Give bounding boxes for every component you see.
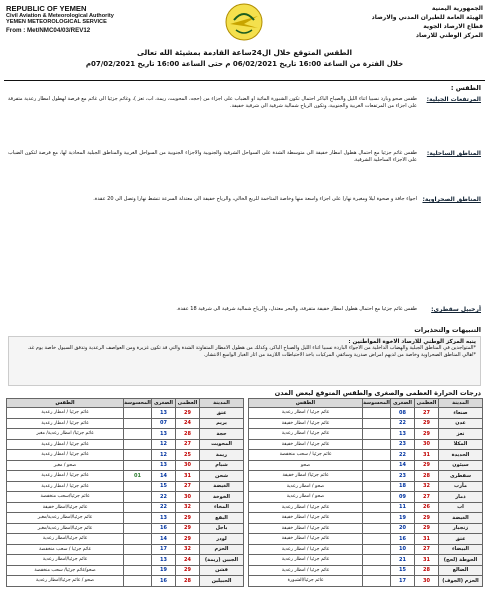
min-temp-cell: 16 <box>391 534 415 545</box>
city-cell: الغيضة <box>439 513 483 524</box>
city-cell: البقع <box>200 513 244 524</box>
min-temp-cell: 17 <box>152 544 176 555</box>
max-temp-cell: 27 <box>415 408 439 419</box>
condition-cell: غائم جزئيا/امطار رعدية <box>7 555 124 566</box>
authority-ar: الهيئة العامة للطيران المدني والارصاد <box>371 14 483 21</box>
warnings-heading-text: التنبيهات والتحذيرات <box>414 326 481 334</box>
feels-cell <box>124 565 152 576</box>
condition-cell: غائم جزئيا / امطار رعدية <box>7 418 124 429</box>
condition-cell: صحو / امطار رعدية <box>249 481 363 492</box>
min-temp-cell: 17 <box>391 576 415 587</box>
max-temp-cell: 28 <box>415 565 439 576</box>
feels-cell <box>363 502 391 513</box>
condition-cell: غائم جزئيا/امطار رعدية <box>7 534 124 545</box>
city-cell: قشن <box>200 565 244 576</box>
table-row <box>249 576 483 587</box>
max-temp-cell: 29 <box>176 565 200 576</box>
condition-cell: غائم جزئيا / امطار رعدية <box>249 544 363 555</box>
min-temp-cell: 22 <box>391 450 415 461</box>
col-city: المدينة <box>439 399 483 408</box>
table-row <box>249 439 483 450</box>
service-en: YEMEN METEOROLOGICAL SERVICE <box>6 19 107 25</box>
temps-header-row <box>249 399 483 408</box>
max-temp-cell: 27 <box>176 439 200 450</box>
min-temp-cell: 16 <box>152 523 176 534</box>
min-temp-cell: 13 <box>152 408 176 419</box>
table-row <box>249 408 483 419</box>
max-temp-cell: 31 <box>176 471 200 482</box>
condition-cell: غائم جزئيا/امطار رعدية/مغبر <box>7 513 124 524</box>
min-temp-cell: 12 <box>152 450 176 461</box>
feels-cell <box>124 460 152 471</box>
condition-cell: غائم جزئيا / امطار رعدية <box>7 471 124 482</box>
table-row <box>249 502 483 513</box>
city-cell: سيئون <box>439 460 483 471</box>
condition-cell: صحو/غائم جزئيا/ سحب منخفضة <box>7 565 124 576</box>
min-temp-cell: 15 <box>152 481 176 492</box>
max-temp-cell: 24 <box>176 418 200 429</box>
min-temp-cell: 23 <box>391 439 415 450</box>
max-temp-cell: 26 <box>415 502 439 513</box>
condition-cell: غائم جزئيا / امطار رعدية <box>249 429 363 440</box>
feels-cell <box>363 408 391 419</box>
feels-cell <box>363 481 391 492</box>
temps-heading-text: درجات الحرارة العظمى والصغرى والطقس المتوقع لبعض المدن <box>274 389 481 397</box>
table-row <box>7 471 244 482</box>
condition-cell: غائم جزئيا / امطار خفيفة <box>249 418 363 429</box>
max-temp-cell: 29 <box>176 534 200 545</box>
region-label: المناطق الساحلية: <box>426 150 481 157</box>
condition-cell: غائم جزئيا / امطار رعدية <box>249 502 363 513</box>
weather-heading <box>8 84 481 92</box>
condition-cell: صحو <box>249 460 363 471</box>
feels-cell <box>363 450 391 461</box>
region-text: اجواء جافة و صحوة ليلا ومغبرة نهارا على اجزاء واسعة منها وخاصة المتاخمة للربع الخالي، والرياح خفيفة الى معتدلة السرعة تنشط نهارا وتصل الى 20 عقدة. <box>93 196 417 202</box>
feels-cell <box>124 429 152 440</box>
city-cell: الضالع <box>439 565 483 576</box>
city-cell: تعز <box>439 429 483 440</box>
table-row <box>7 460 244 471</box>
max-temp-cell: 25 <box>176 450 200 461</box>
city-cell: الحديدة <box>439 450 483 461</box>
feels-cell <box>124 502 152 513</box>
max-temp-cell: 30 <box>415 576 439 587</box>
city-cell: صنعاء <box>439 408 483 419</box>
temps-header-row <box>7 399 244 408</box>
condition-cell: غائم جزئيا/ امطار خفيفة <box>249 471 363 482</box>
table-row <box>249 513 483 524</box>
min-temp-cell: 13 <box>152 460 176 471</box>
city-cell: الغيضة <box>200 481 244 492</box>
min-temp-cell: 19 <box>152 565 176 576</box>
table-row <box>7 502 244 513</box>
region-text: طقس غائم جزئيا مع احتمال هطول امطار خفيفة الى متوسطة الشدة على السواحل الشرقية والجنوبية والاجزاء الجنوبية من السواحل الغربية والمناطق الجبلية المحاذية لها، مع فرصة لتكون الضباب على الاجزاء الساحلية الشرقية. <box>8 150 417 163</box>
feels-cell <box>124 408 152 419</box>
feels-cell <box>124 418 152 429</box>
table-row <box>249 481 483 492</box>
max-temp-cell: 31 <box>415 450 439 461</box>
table-row <box>7 544 244 555</box>
col-feels: المحسوسة <box>124 400 151 406</box>
feels-cell <box>363 418 391 429</box>
forecast-title-line1: الطقس المتوقع خلال ال24ساعة القادمة بمشيئة الله تعالى <box>136 48 353 57</box>
condition-cell: صحو / مغبر <box>7 460 124 471</box>
col-min: الصغرى <box>391 399 415 408</box>
min-temp-cell: 11 <box>391 502 415 513</box>
condition-cell: غائم جزئيا / امطار رعدية <box>249 555 363 566</box>
feels-cell <box>363 492 391 503</box>
min-temp-cell: 23 <box>391 471 415 482</box>
city-cell: ذمار <box>439 492 483 503</box>
feels-cell <box>363 534 391 545</box>
condition-cell: غائم جزئيا/الشبورة <box>249 576 363 587</box>
warning-item: *اهالي المناطق الصحراوية وخاصة من لديهم امراض صدرية وسائقي المركبات باخذ الاحتياطات اللازمة من اثار الغبار الواسع الانتشار. <box>203 351 476 358</box>
city-cell: المخاء <box>200 502 244 513</box>
feels-cell <box>363 429 391 440</box>
max-temp-cell: 29 <box>415 523 439 534</box>
table-row <box>249 492 483 503</box>
table-row <box>249 429 483 440</box>
feels-cell <box>363 555 391 566</box>
divider <box>4 80 485 81</box>
max-temp-cell: 29 <box>415 460 439 471</box>
min-temp-cell: 13 <box>391 429 415 440</box>
center-ar: المركز الوطني للارصاد <box>415 32 483 39</box>
min-temp-cell: 14 <box>391 460 415 471</box>
table-row <box>7 418 244 429</box>
header-arabic <box>313 4 483 40</box>
max-temp-cell: 32 <box>176 544 200 555</box>
col-city: المدينة <box>200 399 244 408</box>
city-cell: الخوخة <box>200 492 244 503</box>
condition-cell: صحو / غائم جزئيا/امطار رعدية <box>7 576 124 587</box>
table-row <box>7 513 244 524</box>
col-max: العظمى <box>176 399 200 408</box>
warning-notice-title: ينبه المركز الوطني للارصاد الاخوة المواطنين : <box>348 339 476 345</box>
feels-cell: 01 <box>124 471 152 482</box>
max-temp-cell: 29 <box>176 513 200 524</box>
min-temp-cell: 10 <box>391 544 415 555</box>
condition-cell: غائم جزئيا/سحب منخفضة <box>7 492 124 503</box>
min-temp-cell: 16 <box>152 576 176 587</box>
region-text: طقس غائم جزئيا مع احتمال هطول امطار خفيفة متفرقة، والبحر معتدل، والرياح شمالية شرقية الى شرقية 18 عقدة. <box>176 306 417 312</box>
max-temp-cell: 32 <box>415 481 439 492</box>
feels-cell <box>363 523 391 534</box>
region-label: أرخبيل سقطرى: <box>431 306 481 313</box>
condition-cell: غائم جزئيا / امطار رعدية <box>7 408 124 419</box>
max-temp-cell: 30 <box>415 439 439 450</box>
table-row <box>249 471 483 482</box>
city-cell: حجة <box>200 429 244 440</box>
max-temp-cell: 29 <box>176 523 200 534</box>
min-temp-cell: 21 <box>391 555 415 566</box>
table-row <box>249 523 483 534</box>
min-temp-cell: 08 <box>391 408 415 419</box>
feels-cell <box>124 450 152 461</box>
city-cell: الحزم (الجوف) <box>439 576 483 587</box>
table-row <box>249 460 483 471</box>
table-row <box>7 481 244 492</box>
table-row <box>249 450 483 461</box>
min-temp-cell: 07 <box>152 418 176 429</box>
max-temp-cell: 31 <box>415 534 439 545</box>
condition-cell: غائم جزئيا / امطار خفيفة <box>249 523 363 534</box>
temps-table-right <box>248 398 483 587</box>
table-row <box>7 534 244 545</box>
min-temp-cell: 15 <box>391 565 415 576</box>
condition-cell: غائم جزئيا / امطار خفيفة <box>249 513 363 524</box>
max-temp-cell: 28 <box>176 576 200 587</box>
table-row <box>7 565 244 576</box>
temps-heading <box>8 389 481 397</box>
max-temp-cell: 27 <box>176 481 200 492</box>
feels-cell <box>363 544 391 555</box>
sector-ar: قطاع الارصاد الجوية <box>423 23 483 30</box>
city-cell: شحن <box>200 471 244 482</box>
feels-cell <box>363 460 391 471</box>
condition-cell: غائم جزئيا / امطار رعدية <box>7 481 124 492</box>
condition-cell: غائم جزئيا / امطار خفيفة <box>249 534 363 545</box>
bulletin-header <box>6 2 483 46</box>
col-condition: الطقس <box>7 399 124 408</box>
condition-cell: غائم جزئيا / امطار خفيفة <box>249 439 363 450</box>
temps-left-table <box>6 398 244 587</box>
feels-cell <box>124 513 152 524</box>
min-temp-cell: 13 <box>152 555 176 566</box>
table-row <box>7 429 244 440</box>
feels-cell <box>124 544 152 555</box>
feels-cell <box>363 576 391 587</box>
table-row <box>249 544 483 555</box>
max-temp-cell: 29 <box>176 408 200 419</box>
min-temp-cell: 13 <box>152 429 176 440</box>
city-cell: الحبيلين <box>200 576 244 587</box>
feels-cell <box>124 534 152 545</box>
authority-logo-icon <box>224 2 264 42</box>
table-row <box>249 565 483 576</box>
condition-cell: غائم جزئيا / امطار رعدية <box>7 450 124 461</box>
weather-heading-text: الطقس : <box>450 84 481 92</box>
min-temp-cell: 14 <box>152 471 176 482</box>
col-max: العظمى <box>415 399 439 408</box>
warning-item: *المتواجدين في المناطق الجبلية والهضاب الداخلية من الاجواء الباردة نسبيا اثناء الليل والصباح الباكر، وكذلك من هطول الامطار المتفاوتة الشدة والتي قد تكون غزيرة ومن العواصف الرعدية وتدفق السيول خاصة يوم غد. <box>27 345 476 351</box>
city-cell: سقطرى <box>439 471 483 482</box>
feels-cell <box>124 481 152 492</box>
max-temp-cell: 31 <box>415 555 439 566</box>
region-socotra <box>8 306 481 324</box>
city-cell: مأرب <box>439 481 483 492</box>
max-temp-cell: 24 <box>176 555 200 566</box>
condition-cell: غائم جزئيا / امطار رعدية <box>249 408 363 419</box>
max-temp-cell: 27 <box>415 492 439 503</box>
table-row <box>249 534 483 545</box>
city-cell: باجل <box>200 523 244 534</box>
city-cell: المكلا <box>439 439 483 450</box>
country-en: REPUBLIC OF YEMEN <box>6 4 87 13</box>
col-condition: الطقس <box>249 399 363 408</box>
header-english <box>6 4 196 34</box>
authority-en: Civil Aviation & Meteorological Authority <box>6 13 114 19</box>
max-temp-cell: 29 <box>415 429 439 440</box>
condition-cell: غائم جزئيا / سحب منخفضة <box>249 450 363 461</box>
warnings-box <box>8 336 481 386</box>
city-cell: شبام <box>200 460 244 471</box>
min-temp-cell: 18 <box>391 481 415 492</box>
max-temp-cell: 27 <box>415 544 439 555</box>
condition-cell: غائم جزئيا / سحب منخفضة <box>7 544 124 555</box>
min-temp-cell: 13 <box>152 513 176 524</box>
max-temp-cell: 29 <box>415 513 439 524</box>
feels-cell <box>124 492 152 503</box>
min-temp-cell: 22 <box>152 492 176 503</box>
table-row <box>7 555 244 566</box>
condition-cell: غائم جزئيا / امطار رعدية <box>7 439 124 450</box>
temps-table-left <box>6 398 244 587</box>
max-temp-cell: 30 <box>176 492 200 503</box>
country-ar: الجمهورية اليمنية <box>431 5 483 12</box>
min-temp-cell: 20 <box>391 523 415 534</box>
city-cell: البيضاء <box>439 544 483 555</box>
feels-cell <box>124 439 152 450</box>
condition-cell: غائم جزئيا / امطار رعدية <box>249 565 363 576</box>
table-row <box>7 408 244 419</box>
min-temp-cell: 22 <box>391 418 415 429</box>
feels-cell <box>124 523 152 534</box>
max-temp-cell: 30 <box>176 460 200 471</box>
region-coastal <box>8 150 481 186</box>
col-feels: المحسوسة <box>363 400 390 406</box>
table-row <box>249 418 483 429</box>
city-cell: يريم <box>200 418 244 429</box>
table-row <box>7 576 244 587</box>
forecast-period: خلال الفترة من الساعة 16:00 تاريخ 06/02/2021 م حتى الساعة 16:00 تاريخ 07/02/2021م <box>85 60 404 68</box>
feels-cell <box>363 439 391 450</box>
min-temp-cell: 12 <box>152 439 176 450</box>
feels-cell <box>124 555 152 566</box>
city-cell: اب <box>439 502 483 513</box>
city-cell: المحويت <box>200 439 244 450</box>
city-cell: عتق <box>439 534 483 545</box>
table-row <box>7 450 244 461</box>
feels-cell <box>363 471 391 482</box>
region-label: المرتفعات الجبلية: <box>426 96 481 103</box>
table-row <box>7 492 244 503</box>
max-temp-cell: 29 <box>415 418 439 429</box>
min-temp-cell: 19 <box>391 513 415 524</box>
temps-right-table <box>248 398 483 587</box>
col-min: الصغرى <box>152 399 176 408</box>
region-label: المناطق الصحراوية: <box>422 196 481 203</box>
condition-cell: صحو / امطار رعدية <box>249 492 363 503</box>
city-cell: ريمة <box>200 450 244 461</box>
condition-cell: غائم جزئيا/امطار رعدية/مغبر <box>7 523 124 534</box>
table-row <box>7 523 244 534</box>
city-cell: الحزم <box>200 544 244 555</box>
max-temp-cell: 32 <box>176 502 200 513</box>
city-cell: عتق <box>200 408 244 419</box>
feels-cell <box>363 565 391 576</box>
max-temp-cell: 28 <box>415 471 439 482</box>
city-cell: لودر <box>200 534 244 545</box>
city-cell: الجبين (ريمة) <box>200 555 244 566</box>
warnings-heading <box>8 326 481 334</box>
min-temp-cell: 09 <box>391 492 415 503</box>
city-cell: عدن <box>439 418 483 429</box>
region-desert <box>8 196 481 232</box>
table-row <box>7 439 244 450</box>
feels-cell <box>363 513 391 524</box>
city-cell: زنجبار <box>439 523 483 534</box>
condition-cell: غائم جزئيا/امطار خفيفة <box>7 502 124 513</box>
min-temp-cell: 14 <box>152 534 176 545</box>
condition-cell: غائم جزئيا/ امطار رعدية/ مغبر <box>7 429 124 440</box>
region-highlands <box>8 96 481 148</box>
min-temp-cell: 22 <box>152 502 176 513</box>
forecast-title <box>30 48 459 68</box>
max-temp-cell: 28 <box>176 429 200 440</box>
region-text: طقس صحو وبارد نسبيا اثناء الليل والصباح الباكر احتمال تكون الشبورة المائية او الضباب على اجزاء من (حجه، المحويت، ريمة، اب، تعز )، وغائم جزئيا الى غائم مع فرصة لهطول امطار رعدية متفرقة على اجزاء من المرتفعات الغربية والجنوبية، وتكون الرياح شمالية شرقية الى شرقية خفيفة. <box>8 96 417 109</box>
feels-cell <box>124 576 152 587</box>
reference-code: From : Met/NMC04/03/REV12 <box>6 27 91 34</box>
city-cell: الحوطة (لحج) <box>439 555 483 566</box>
table-row <box>249 555 483 566</box>
